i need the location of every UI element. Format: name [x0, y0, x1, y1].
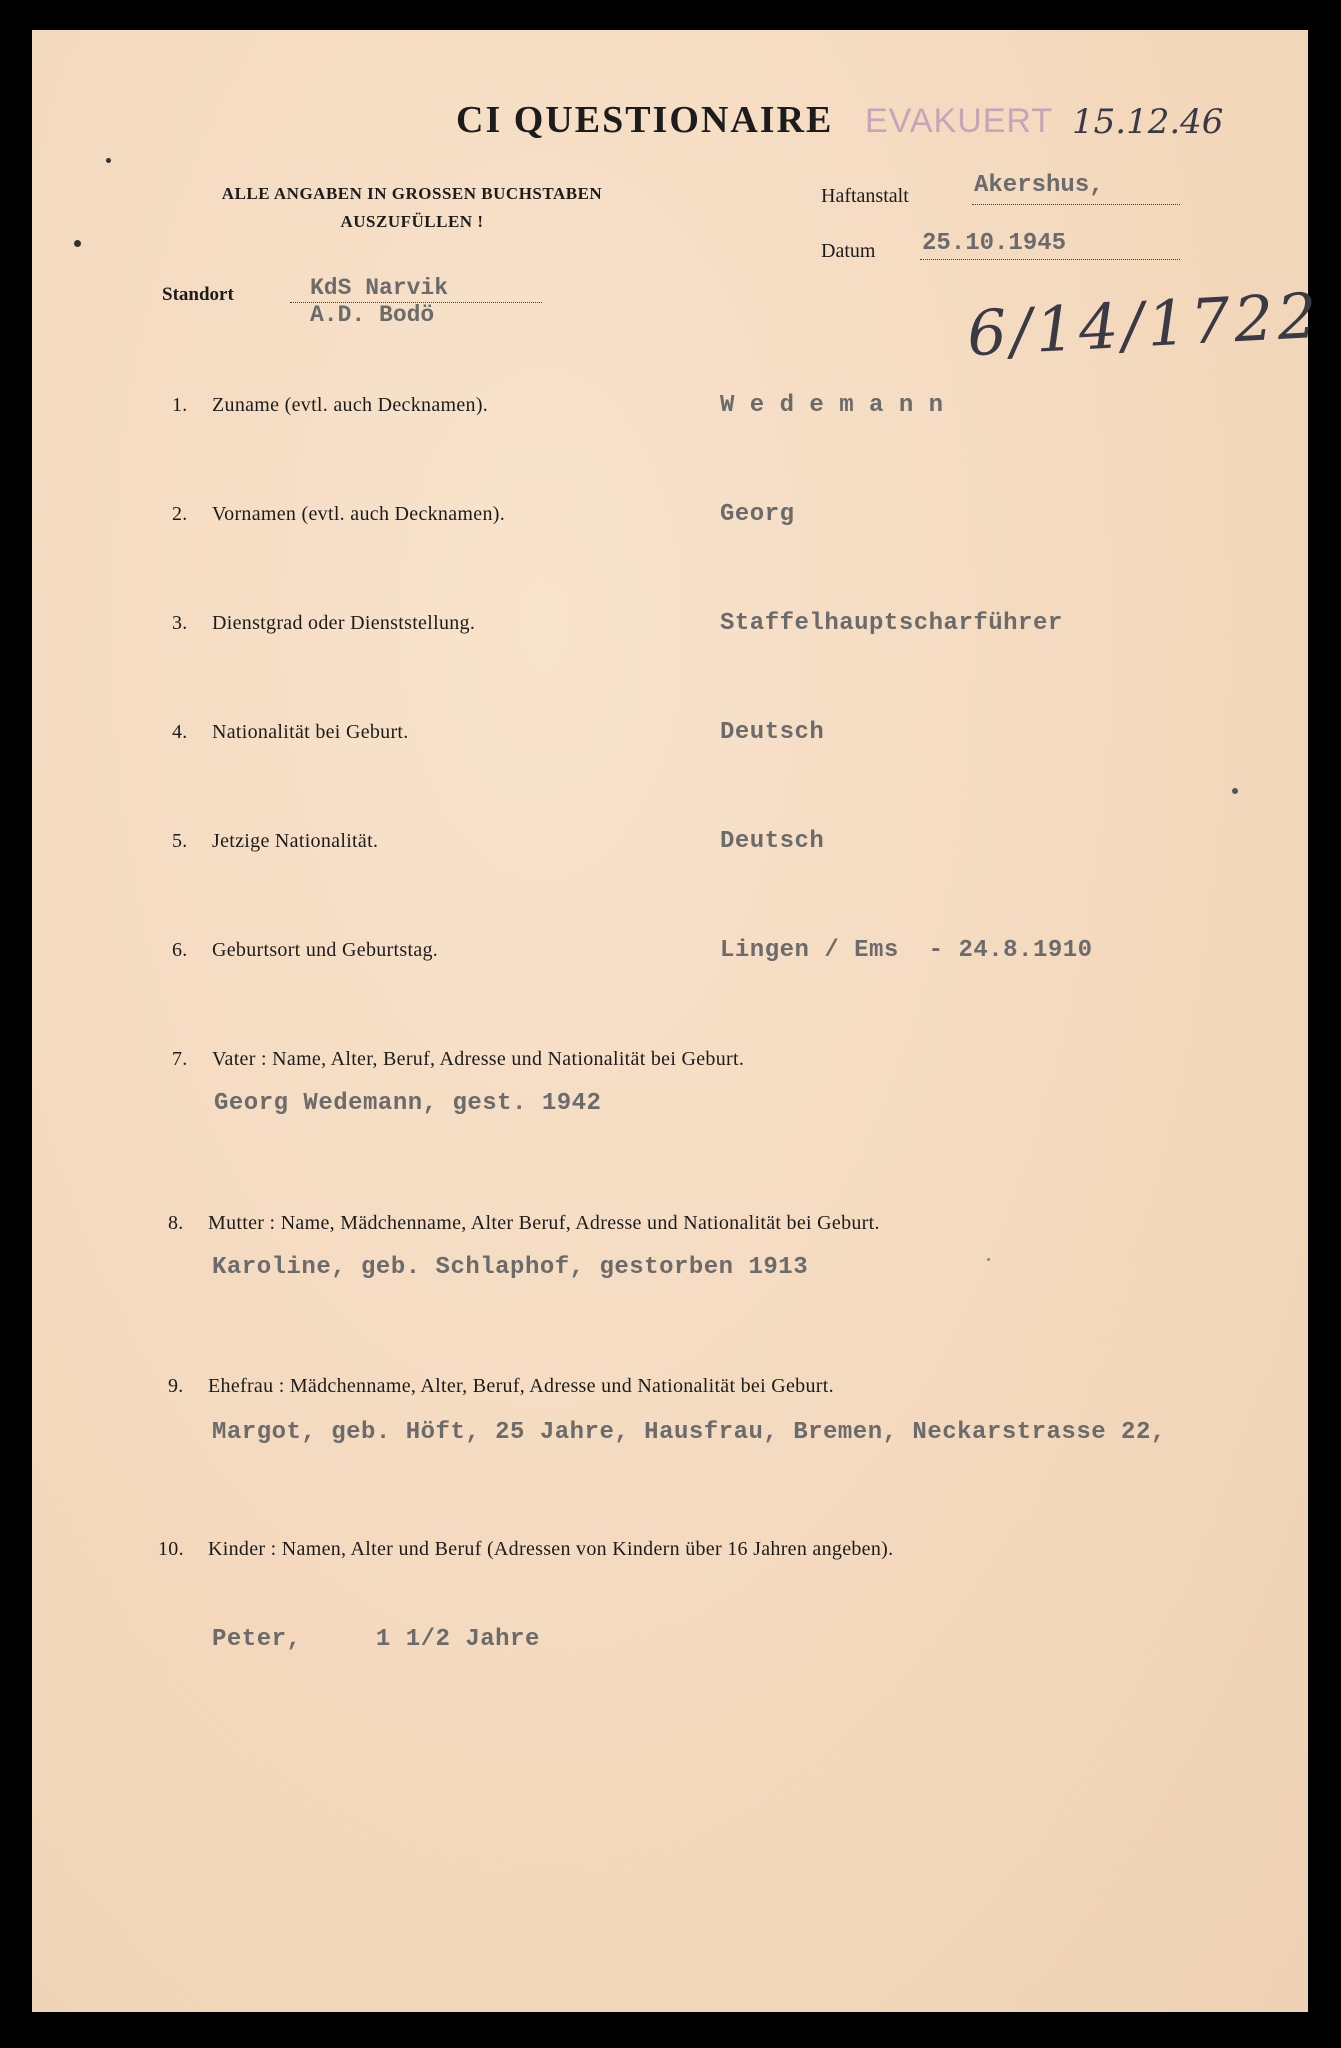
- stamp-date: 15.12.46: [1072, 102, 1224, 142]
- question-answer: Staffelhauptscharführer: [720, 610, 1063, 637]
- datum-value: 25.10.1945: [922, 230, 1067, 257]
- question-answer: Lingen / Ems - 24.8.1910: [720, 937, 1093, 964]
- question-answer: Georg: [720, 501, 795, 528]
- document-page: [32, 30, 1323, 2012]
- question-label: Mutter : Name, Mädchenname, Alter Beruf, Adresse und Nationalität bei Geburt.: [208, 1212, 880, 1234]
- notice-line: AUSZUFÜLLEN !: [340, 212, 484, 231]
- question-label: Jetzige Nationalität.: [212, 830, 379, 852]
- question-answer: Deutsch: [720, 719, 825, 746]
- haftanstalt-field-line: [972, 204, 1180, 205]
- question-answer: W e d e m a n n: [720, 392, 944, 419]
- question-label: Kinder : Namen, Alter und Beruf (Adressen von Kindern über 16 Jahren angeben).: [208, 1538, 894, 1560]
- question-answer: Margot, geb. Höft, 25 Jahre, Hausfrau, Bremen, Neckarstrasse 22,: [212, 1419, 1166, 1446]
- question-number: 8.: [168, 1212, 184, 1234]
- question-label: Vornamen (evtl. auch Decknamen).: [212, 503, 506, 525]
- standort-value-line2: A.D. Bodö: [310, 302, 435, 328]
- question-answer: Deutsch: [720, 828, 825, 855]
- question-label: Nationalität bei Geburt.: [212, 721, 409, 743]
- question-label: Ehefrau : Mädchenname, Alter, Beruf, Adresse und Nationalität bei Geburt.: [208, 1375, 834, 1397]
- question-answer: Karoline, geb. Schlaphof, gestorben 1913: [212, 1254, 809, 1281]
- paper-speck: [987, 1258, 990, 1261]
- question-label: Vater : Name, Alter, Beruf, Adresse und Nationalität bei Geburt.: [212, 1048, 745, 1070]
- handwritten-file-number: 6/14/1722: [965, 278, 1323, 371]
- paper-speck: [1232, 788, 1238, 794]
- evakuert-stamp: EVAKUERT: [865, 102, 1054, 140]
- haftanstalt-label: Haftanstalt: [821, 185, 909, 207]
- question-label: Dienstgrad oder Dienststellung.: [212, 612, 476, 634]
- question-number: 7.: [172, 1048, 188, 1070]
- datum-field-line: [920, 259, 1180, 260]
- haftanstalt-value: Akershus,: [974, 172, 1104, 199]
- standort-label: Standort: [162, 284, 234, 305]
- question-label: Geburtsort und Geburtstag.: [212, 939, 439, 961]
- question-number: 1.: [172, 394, 188, 416]
- instruction-notice: [152, 180, 672, 236]
- question-answer: Peter, 1 1/2 Jahre: [212, 1626, 540, 1653]
- margin-mark: [74, 240, 81, 247]
- question-number: 2.: [172, 503, 188, 525]
- question-number: 3.: [172, 612, 188, 634]
- question-number: 10.: [158, 1538, 184, 1560]
- question-number: 9.: [168, 1375, 184, 1397]
- standort-value-line1: KdS Narvik: [310, 275, 449, 301]
- question-number: 6.: [172, 939, 188, 961]
- notice-line: ALLE ANGABEN IN GROSSEN BUCHSTABEN: [221, 184, 603, 203]
- question-number: 4.: [172, 721, 188, 743]
- question-label: Zuname (evtl. auch Decknamen).: [212, 394, 489, 416]
- datum-label: Datum: [821, 240, 876, 262]
- question-answer: Georg Wedemann, gest. 1942: [214, 1090, 602, 1117]
- margin-mark: [106, 158, 111, 163]
- page-title: CI QUESTIONAIRE: [456, 99, 834, 141]
- question-number: 5.: [172, 830, 188, 852]
